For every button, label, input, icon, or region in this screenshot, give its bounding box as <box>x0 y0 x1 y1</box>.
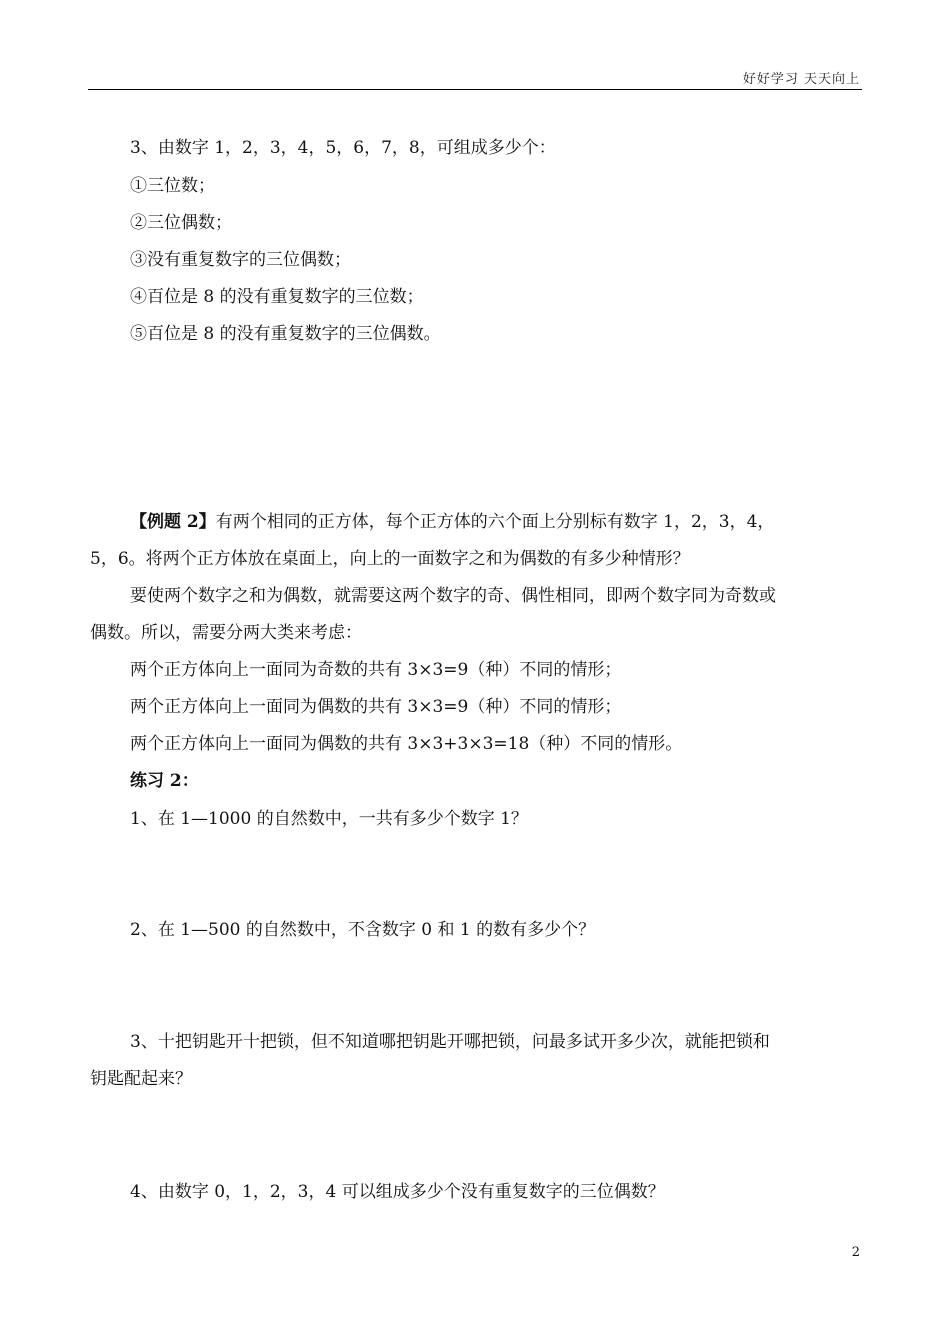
practice2-q1: 1、在 1—1000 的自然数中，一共有多少个数字 1？ <box>130 809 528 829</box>
example2-line1 <box>130 510 774 534</box>
example2-case1: 两个正方体向上一面同为奇数的共有 3×3=9（种）不同的情形； <box>130 660 622 680</box>
section1-item-2: ②三位偶数； <box>130 213 232 233</box>
example2-explain1: 要使两个数字之和为偶数，就需要这两个数字的奇、偶性相同，即两个数字同为奇数或 <box>130 586 776 606</box>
section1-item-4: ④百位是 8 的没有重复数字的三位数； <box>130 287 424 307</box>
practice2-q4: 4、由数字 0，1，2，3，4 可以组成多少个没有重复数字的三位偶数？ <box>130 1182 665 1202</box>
example2-case2: 两个正方体向上一面同为偶数的共有 3×3=9（种）不同的情形； <box>130 697 622 717</box>
header-text: 好好学习 天天向上 <box>742 72 860 87</box>
example2-case3: 两个正方体向上一面同为偶数的共有 3×3+3×3=18（种）不同的情形。 <box>130 734 683 754</box>
section1-item-1: ①三位数； <box>130 176 215 196</box>
practice2-q3-line1: 3、十把钥匙开十把锁，但不知道哪把钥匙开哪把锁，问最多试开多少次，就能把锁和 <box>130 1032 770 1052</box>
practice2-q2: 2、在 1—500 的自然数中，不含数字 0 和 1 的数有多少个？ <box>130 920 596 940</box>
section1-question: 3、由数字 1，2，3，4，5，6，7，8，可组成多少个： <box>130 138 556 158</box>
example2-line2: 5，6。将两个正方体放在桌面上，向上的一面数字之和为偶数的有多少种情形？ <box>90 549 690 569</box>
section1-item-3: ③没有重复数字的三位偶数； <box>130 250 351 270</box>
practice2-q3-line2: 钥匙配起来？ <box>90 1069 192 1089</box>
example2-explain2: 偶数。所以，需要分两大类来考虑： <box>90 623 362 643</box>
example2-label: 【例题 2】 <box>130 512 216 532</box>
practice2-title: 练习 2： <box>130 771 199 791</box>
example2-text1: 有两个相同的正方体，每个正方体的六个面上分别标有数字 1，2，3，4， <box>215 512 775 532</box>
page-number: 2 <box>851 1245 860 1260</box>
header-rule <box>88 89 862 90</box>
section1-item-5: ⑤百位是 8 的没有重复数字的三位偶数。 <box>130 324 441 344</box>
